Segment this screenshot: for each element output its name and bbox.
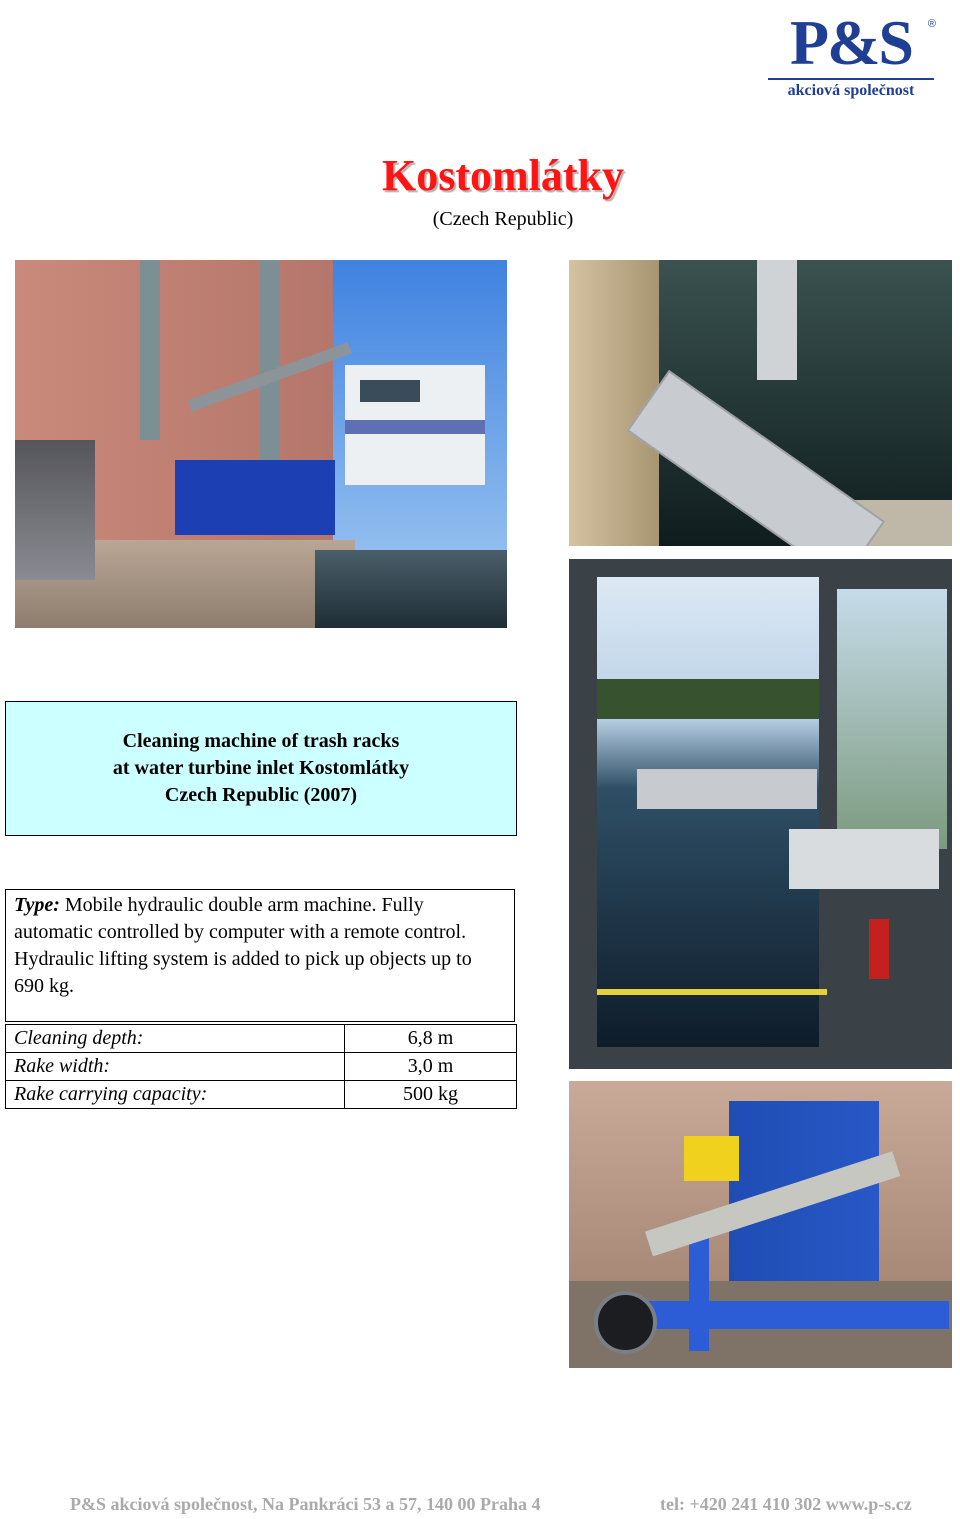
type-text: Mobile hydraulic double arm machine. Fully automatic controlled by computer with a remote control. Hydraulic lifting system is added to pick up objects up to 690 kg. xyxy=(14,894,472,997)
info-line: Cleaning machine of trash racks xyxy=(122,730,400,752)
param-value: 500 kg xyxy=(345,1081,517,1109)
param-label: Cleaning depth: xyxy=(6,1025,345,1053)
page-subtitle: (Czech Republic) xyxy=(432,208,574,230)
page-title: Kostomlátky xyxy=(382,151,624,200)
project-info-box xyxy=(5,701,517,836)
logo-divider xyxy=(768,78,934,80)
info-line: at water turbine inlet Kostomlátky xyxy=(112,757,410,779)
photo-operator-cabin xyxy=(569,559,952,1069)
info-line: Czech Republic (2007) xyxy=(164,784,358,806)
table-row xyxy=(6,1025,517,1053)
param-value: 6,8 m xyxy=(345,1025,517,1053)
param-label: Rake carrying capacity: xyxy=(6,1081,345,1109)
photo-machine-at-intake xyxy=(15,260,507,628)
parameters-table xyxy=(5,1024,517,1109)
table-row xyxy=(6,1053,517,1081)
logo-company-name: akciová společnost xyxy=(787,82,915,99)
logo-mark: P&S xyxy=(790,7,912,78)
company-logo xyxy=(762,7,940,102)
registered-mark: ® xyxy=(927,18,936,30)
footer-address: P&S akciová společnost, Na Pankráci 53 a 57, 140 00 Praha 4 xyxy=(70,1494,541,1514)
machine-description xyxy=(5,889,515,1022)
footer-contact: tel: +420 241 410 302 www.p-s.cz xyxy=(660,1494,912,1514)
photo-hydraulic-crane xyxy=(569,1081,952,1368)
param-label: Rake width: xyxy=(6,1053,345,1081)
photo-rake-over-water xyxy=(569,260,952,546)
param-value: 3,0 m xyxy=(345,1053,517,1081)
table-row xyxy=(6,1081,517,1109)
type-label: Type: xyxy=(14,894,60,916)
